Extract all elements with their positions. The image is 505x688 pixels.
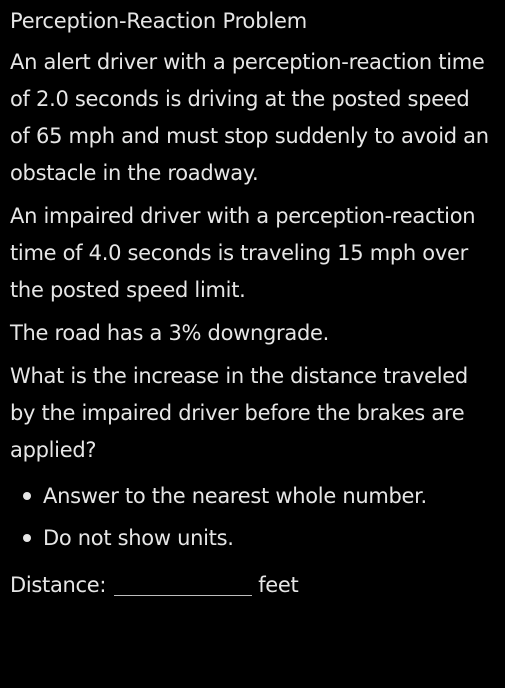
bullet-icon bbox=[23, 492, 31, 500]
answer-label: Distance: bbox=[10, 573, 107, 597]
instructions-list bbox=[10, 475, 495, 559]
instruction-item bbox=[10, 517, 495, 559]
paragraph-road-grade: The road has a 3% downgrade. bbox=[10, 321, 329, 345]
answer-unit: feet bbox=[258, 573, 299, 597]
paragraph-question: What is the increase in the distance traveled by the impaired driver before the brakes are applied? bbox=[10, 364, 468, 462]
answer-blank-field[interactable] bbox=[114, 575, 252, 596]
instruction-text: Do not show units. bbox=[43, 526, 234, 550]
instruction-text: Answer to the nearest whole number. bbox=[43, 484, 427, 508]
paragraph-impaired-driver: An impaired driver with a perception-reaction time of 4.0 seconds is traveling 15 mph over the posted speed limit. bbox=[10, 204, 476, 302]
problem-title: Perception-Reaction Problem bbox=[10, 9, 307, 33]
instruction-item bbox=[10, 475, 495, 517]
paragraph-alert-driver: An alert driver with a perception-reaction time of 2.0 seconds is driving at the posted speed of 65 mph and must stop suddenly to avoid an obstacle in the roadway. bbox=[10, 50, 489, 185]
answer-row bbox=[10, 565, 495, 605]
bullet-icon bbox=[23, 534, 31, 542]
